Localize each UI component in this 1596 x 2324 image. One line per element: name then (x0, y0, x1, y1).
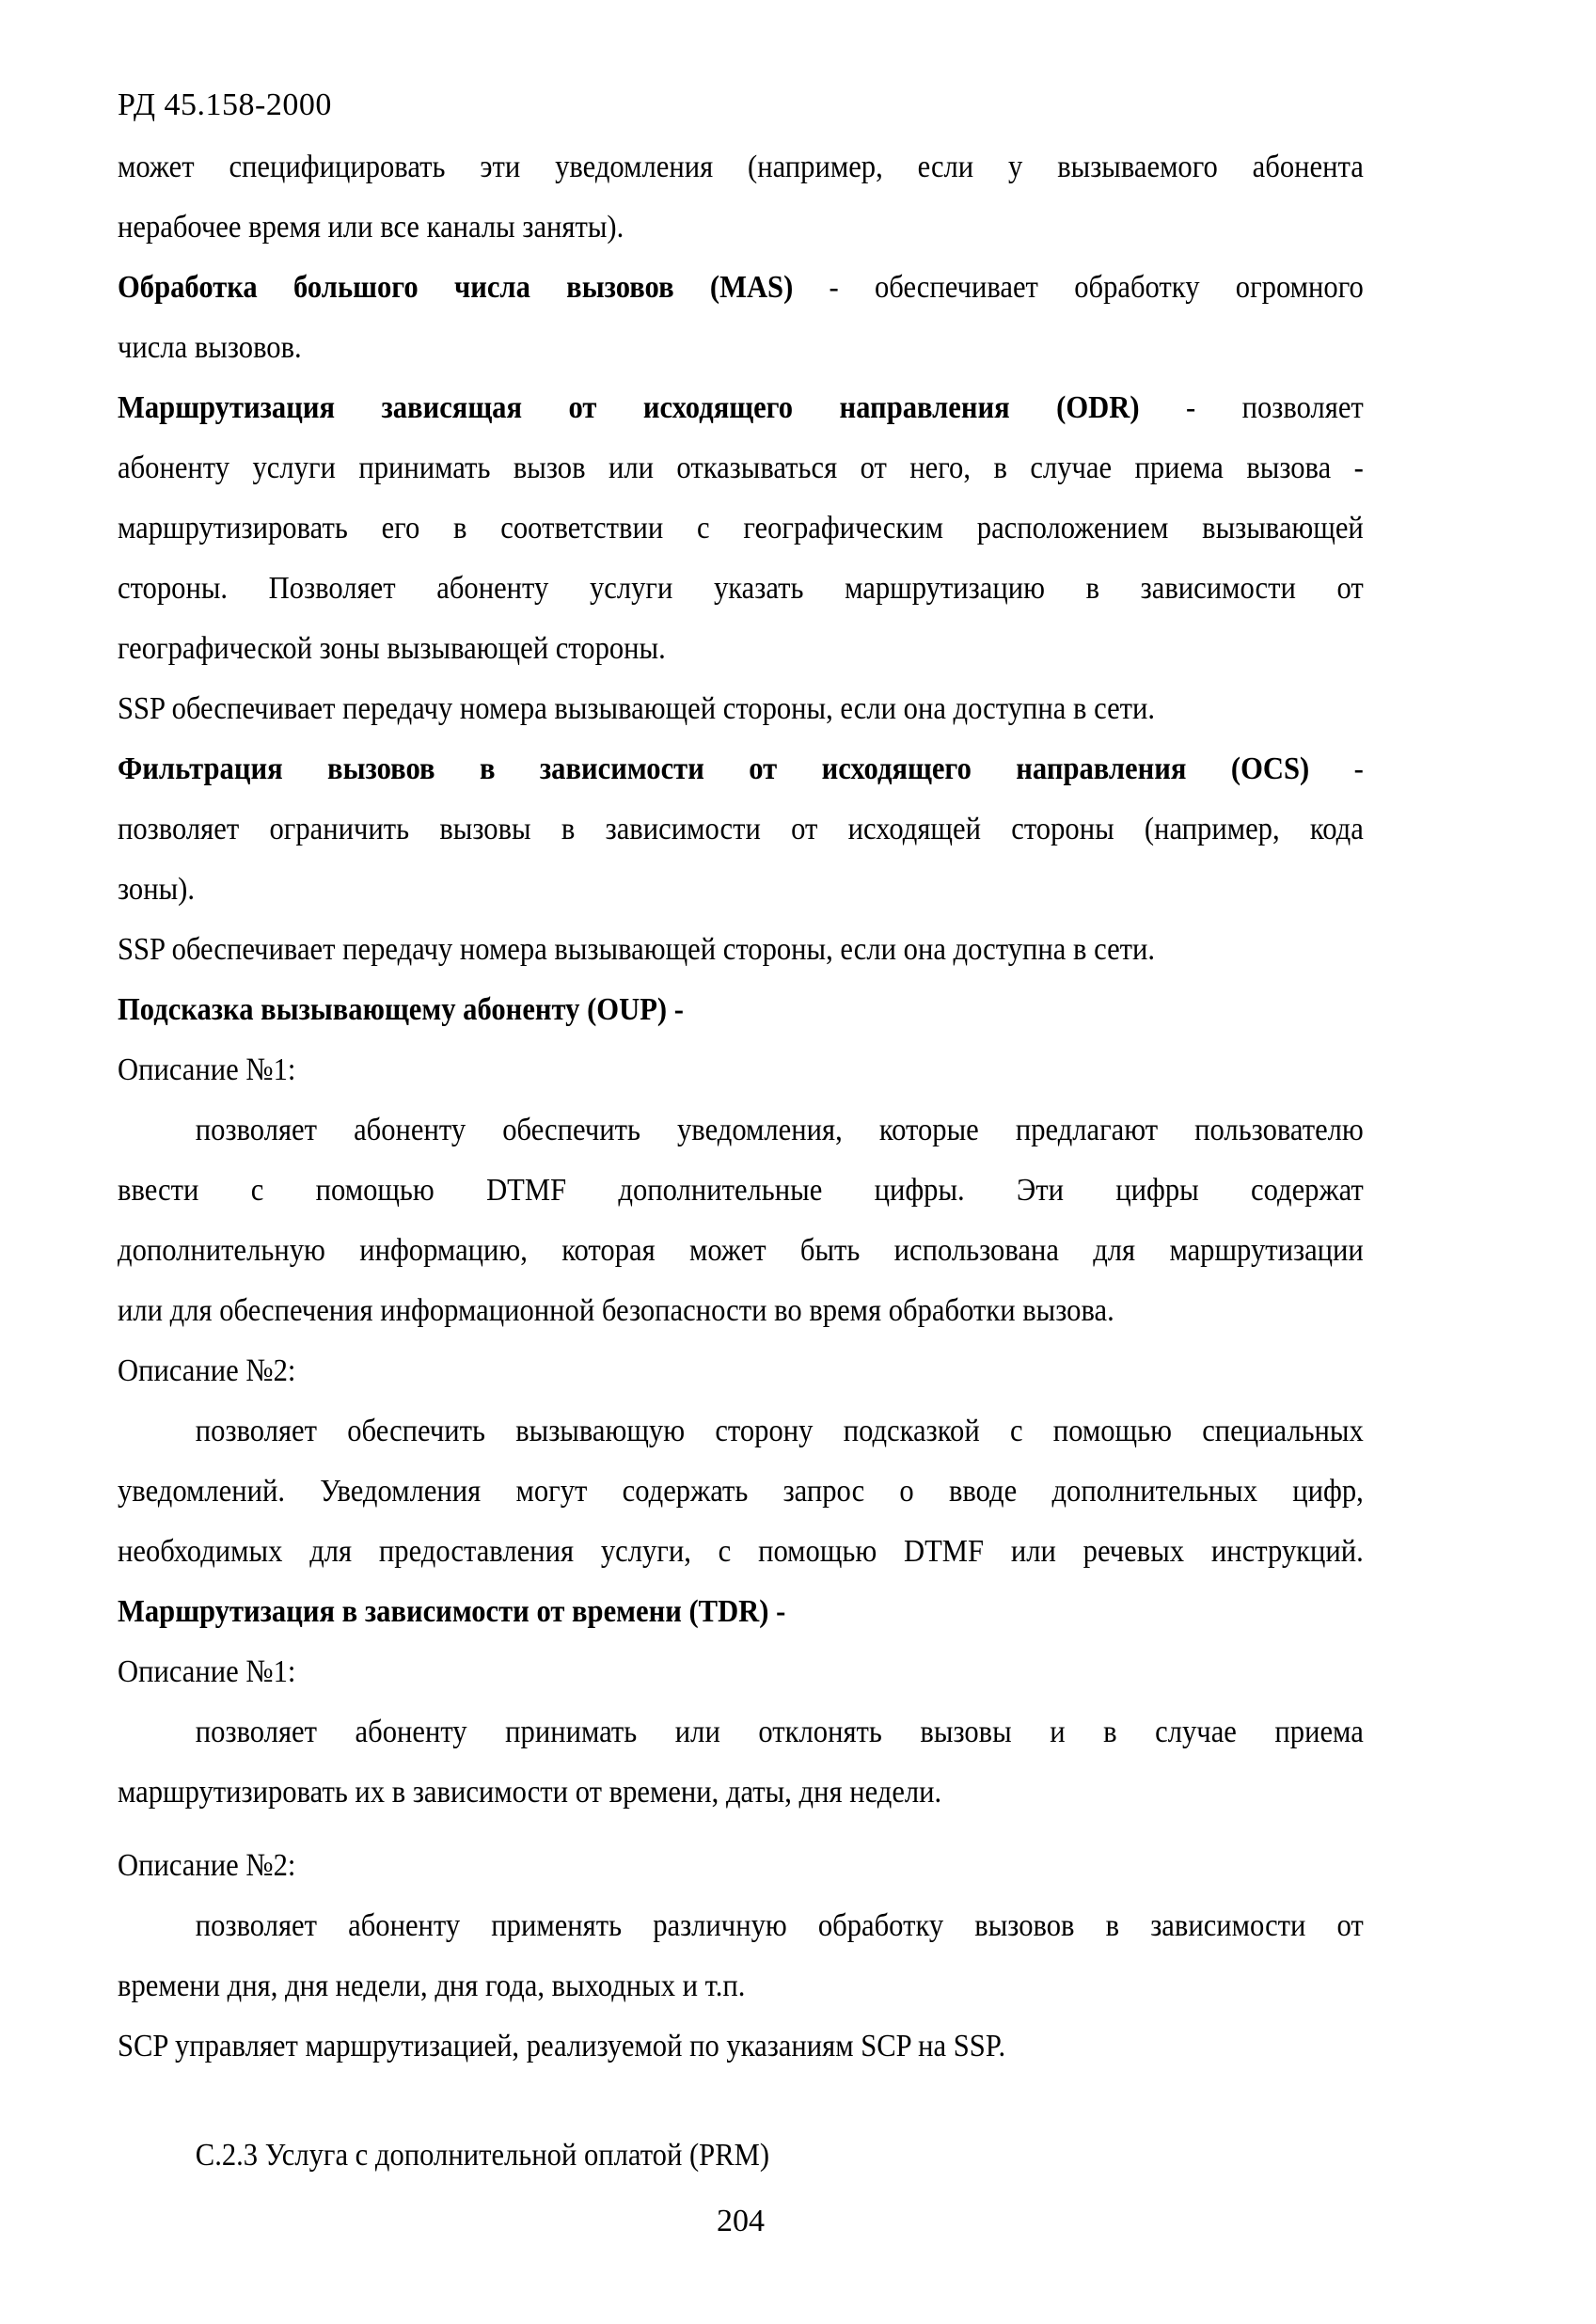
text-line (118, 1763, 1364, 1823)
text-segment: маршрутизировать их в зависимости от времени, даты, дня недели. (118, 1775, 942, 1810)
text-segment: может специфицировать эти уведомления (например, если у вызываемого абонента (118, 150, 1364, 184)
text-segment: необходимых для предоставления услуги, с помощью DTMF или речевых инструкций. (118, 1534, 1364, 1569)
bold-text-segment: Подсказка вызывающему абоненту (OUP) - (118, 992, 684, 1027)
text-line (118, 619, 1364, 679)
text-line (118, 739, 1364, 799)
text-segment: зоны). (118, 872, 195, 907)
bold-text-segment: Маршрутизация в зависимости от времени (TDR) - (118, 1594, 786, 1629)
text-line (118, 679, 1364, 739)
text-line (118, 1896, 1364, 1956)
text-segment: - позволяет (1139, 390, 1364, 425)
text-segment: - (1309, 751, 1364, 786)
text-segment: ввести с помощью DTMF дополнительные цифры. Эти цифры содержат (118, 1173, 1364, 1208)
text-segment: Описание №2: (118, 1353, 296, 1388)
text-line (118, 198, 1364, 258)
text-segment: Описание №1: (118, 1654, 296, 1689)
text-line (118, 258, 1364, 318)
text-line (118, 378, 1364, 438)
text-segment: или для обеспечения информационной безопасности во время обработки вызова. (118, 1293, 1114, 1328)
text-line (118, 920, 1364, 980)
bold-text-segment: Маршрутизация зависящая от исходящего направления (ODR) (118, 390, 1140, 425)
text-segment: позволяет абоненту применять различную обработку вызовов в зависимости от (195, 1908, 1364, 1943)
text-line (118, 1522, 1364, 1582)
bold-text-segment: Фильтрация вызовов в зависимости от исходящего направления (OCS) (118, 751, 1310, 786)
text-line (118, 860, 1364, 920)
text-line (118, 1161, 1364, 1221)
text-segment: географической зоны вызывающей стороны. (118, 631, 666, 666)
text-segment: - обеспечивает обработку огромного (793, 270, 1364, 305)
text-line (118, 1956, 1364, 2016)
text-line (118, 2016, 1364, 2077)
text-segment: SCP управляет маршрутизацией, реализуемой по указаниям SCP на SSP. (118, 2029, 1006, 2063)
text-line (118, 1642, 1364, 1702)
text-segment: позволяет обеспечить вызывающую сторону подсказкой с помощью специальных (195, 1414, 1364, 1448)
text-segment: SSP обеспечивает передачу номера вызывающей стороны, если она доступна в сети. (118, 691, 1156, 726)
text-segment: Описание №2: (118, 1848, 296, 1883)
document-body (118, 137, 1364, 2186)
text-segment: нерабочее время или все каналы заняты). (118, 210, 624, 245)
text-line (118, 1040, 1364, 1100)
text-line (118, 980, 1364, 1040)
text-segment: абоненту услуги принимать вызов или отказываться от него, в случае приема вызова - (118, 451, 1364, 485)
text-line (118, 1100, 1364, 1161)
text-line (118, 799, 1364, 860)
text-line (118, 1281, 1364, 1341)
text-segment: Описание №1: (118, 1052, 296, 1087)
text-segment: стороны. Позволяет абоненту услуги указать маршрутизацию в зависимости от (118, 571, 1364, 606)
text-segment: позволяет абоненту обеспечить уведомления, которые предлагают пользователю (195, 1113, 1364, 1147)
text-line (118, 1401, 1364, 1462)
text-line (118, 1702, 1364, 1763)
text-segment: маршрутизировать его в соответствии с географическим расположением вызывающей (118, 511, 1364, 545)
text-line (118, 1341, 1364, 1401)
document-code-header: РД 45.158-2000 (118, 87, 332, 122)
text-segment: времени дня, дня недели, дня года, выходных и т.п. (118, 1968, 746, 2003)
page-number: 204 (717, 2204, 765, 2238)
text-segment: позволяет ограничить вызовы в зависимости от исходящей стороны (например, кода (118, 812, 1364, 846)
text-line (118, 318, 1364, 378)
text-segment: уведомлений. Уведомления могут содержать запрос о вводе дополнительных цифр, (118, 1474, 1364, 1509)
text-segment: позволяет абоненту принимать или отклонять вызовы и в случае приема (195, 1715, 1364, 1749)
bold-text-segment: Обработка большого числа вызовов (MAS) (118, 270, 794, 305)
text-line (118, 1462, 1364, 1522)
text-line (118, 438, 1364, 498)
text-segment: С.2.3 Услуга с дополнительной оплатой (PRM) (195, 2138, 770, 2173)
text-line (118, 1836, 1364, 1896)
text-line (118, 498, 1364, 559)
text-line (118, 137, 1364, 198)
text-segment: числа вызовов. (118, 330, 302, 365)
text-segment: дополнительную информацию, которая может быть использована для маршрутизации (118, 1233, 1364, 1268)
text-line (118, 1582, 1364, 1642)
text-line (118, 559, 1364, 619)
text-line (118, 2126, 1364, 2186)
text-line (118, 1221, 1364, 1281)
text-segment: SSP обеспечивает передачу номера вызывающей стороны, если она доступна в сети. (118, 932, 1156, 967)
